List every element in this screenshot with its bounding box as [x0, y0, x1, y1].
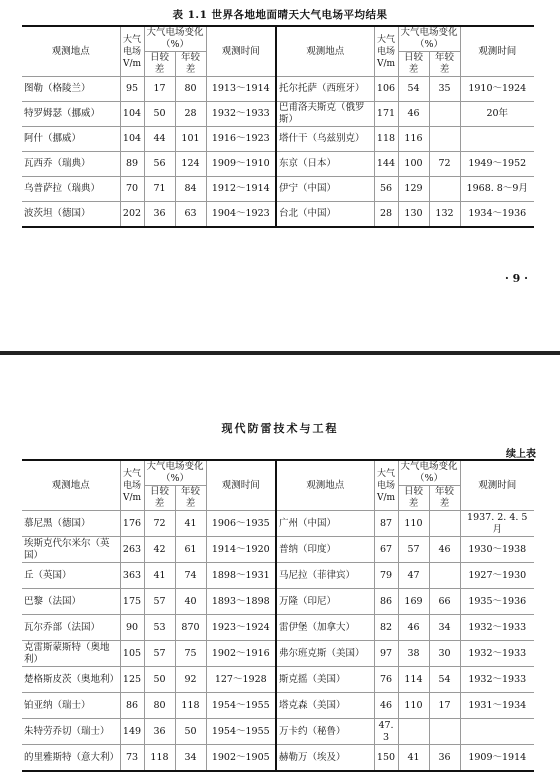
cell-period: 1912～1914 — [206, 177, 276, 202]
cell-daily: 36 — [144, 202, 175, 228]
cell-period: 1932～1933 — [460, 615, 534, 641]
cell-period: 1909～1914 — [460, 745, 534, 772]
cell-daily: 110 — [398, 511, 429, 537]
cell-field: 202 — [120, 202, 144, 228]
cell-field: 67 — [374, 537, 398, 563]
cell-annual: 72 — [429, 152, 460, 177]
cell-daily: 17 — [144, 77, 175, 102]
cell-period: 1909～1910 — [206, 152, 276, 177]
cell-annual — [429, 102, 460, 127]
cell-annual: 34 — [175, 745, 206, 772]
page-separator — [0, 343, 560, 362]
cell-period: 1898～1931 — [206, 563, 276, 589]
cell-site: 特罗姆瑟（挪威） — [22, 102, 120, 127]
cell-daily: 57 — [398, 537, 429, 563]
cell-site: 慕尼黑（德国） — [22, 511, 120, 537]
cell-period: 1914～1920 — [206, 537, 276, 563]
cell-daily: 41 — [398, 745, 429, 772]
cell-daily: 53 — [144, 615, 175, 641]
cell-site: 伊宁（中国） — [276, 177, 374, 202]
cell-site: 克雷斯蒙斯特（奥地利） — [22, 641, 120, 667]
cell-annual: 61 — [175, 537, 206, 563]
cell-period: 1954～1955 — [206, 719, 276, 745]
cell-daily: 114 — [398, 667, 429, 693]
cell-daily: 57 — [144, 641, 175, 667]
cell-annual: 54 — [429, 667, 460, 693]
cell-annual: 30 — [429, 641, 460, 667]
cell-field: 90 — [120, 615, 144, 641]
cell-site: 丘（英国） — [22, 563, 120, 589]
header-period: 观测时间 — [460, 26, 534, 77]
header-field: 大气电场V/m — [374, 26, 398, 77]
table-row — [22, 745, 534, 772]
cell-site: 塔什干（乌兹别克） — [276, 127, 374, 152]
cell-period: 1934～1936 — [460, 202, 534, 228]
cell-site: 东京（日本） — [276, 152, 374, 177]
cell-period: 20年 — [460, 102, 534, 127]
cell-period: 1931～1934 — [460, 693, 534, 719]
cell-site: 斯克摇（美国） — [276, 667, 374, 693]
header-site: 观测地点 — [276, 26, 374, 77]
cell-site: 铂亚纳（瑞士） — [22, 693, 120, 719]
cell-field: 76 — [374, 667, 398, 693]
cell-field: 47. 3 — [374, 719, 398, 745]
table-row — [22, 641, 534, 667]
cell-daily: 46 — [398, 102, 429, 127]
cell-field: 125 — [120, 667, 144, 693]
cell-period: 1954～1955 — [206, 693, 276, 719]
cell-field: 106 — [374, 77, 398, 102]
header-change: 大气电场变化（%） — [144, 460, 206, 486]
cell-site: 雷伊堡（加拿大） — [276, 615, 374, 641]
table-row — [22, 152, 534, 177]
cell-field: 175 — [120, 589, 144, 615]
header-annual: 年较差 — [175, 52, 206, 77]
cell-field: 149 — [120, 719, 144, 745]
cell-daily: 50 — [144, 667, 175, 693]
cell-field: 87 — [374, 511, 398, 537]
cell-period: 1916～1923 — [206, 127, 276, 152]
cell-field: 73 — [120, 745, 144, 772]
cell-site: 台北（中国） — [276, 202, 374, 228]
header-field: 大气电场V/m — [120, 460, 144, 511]
cell-annual — [429, 563, 460, 589]
cell-period: 127～1928 — [206, 667, 276, 693]
table-caption: 表 1.1 世界各地地面晴天大气电场平均结果 — [172, 9, 388, 21]
running-head: 现代防雷技术与工程 — [221, 422, 339, 435]
table-row — [22, 102, 534, 127]
header-annual: 年较差 — [175, 486, 206, 511]
cell-annual: 118 — [175, 693, 206, 719]
table-row — [22, 667, 534, 693]
cell-daily: 36 — [144, 719, 175, 745]
cell-field: 144 — [374, 152, 398, 177]
cell-site: 埃斯克代尔米尔（英国） — [22, 537, 120, 563]
cell-field: 70 — [120, 177, 144, 202]
cell-daily: 130 — [398, 202, 429, 228]
cell-period: 1906～1935 — [206, 511, 276, 537]
table-row — [22, 127, 534, 152]
cell-period: 1902～1905 — [206, 745, 276, 772]
cell-site: 巴黎（法国） — [22, 589, 120, 615]
cell-annual: 40 — [175, 589, 206, 615]
cell-site: 普纳（印度） — [276, 537, 374, 563]
continued-label: 续上表 — [506, 449, 536, 460]
header-period: 观测时间 — [206, 460, 276, 511]
cell-daily: 57 — [144, 589, 175, 615]
cell-annual: 75 — [175, 641, 206, 667]
header-daily: 日较差 — [144, 486, 175, 511]
cell-field: 46 — [374, 693, 398, 719]
cell-field: 28 — [374, 202, 398, 228]
cell-annual — [429, 511, 460, 537]
header-annual: 年较差 — [429, 486, 460, 511]
cell-period: 1910～1924 — [460, 77, 534, 102]
table-row — [22, 537, 534, 563]
cell-period: 1923～1924 — [206, 615, 276, 641]
cell-daily: 42 — [144, 537, 175, 563]
cell-field: 171 — [374, 102, 398, 127]
cell-daily: 38 — [398, 641, 429, 667]
cell-period: 1927～1930 — [460, 563, 534, 589]
cell-field: 86 — [374, 589, 398, 615]
table-row — [22, 589, 534, 615]
cell-field: 79 — [374, 563, 398, 589]
cell-annual: 132 — [429, 202, 460, 228]
page-upper — [0, 0, 560, 343]
header-daily: 日较差 — [398, 52, 429, 77]
cell-site: 万卡约（秘鲁） — [276, 719, 374, 745]
cell-site: 图勒（格陵兰） — [22, 77, 120, 102]
cell-annual: 101 — [175, 127, 206, 152]
data-table-top — [22, 25, 534, 228]
cell-period — [460, 719, 534, 745]
cell-site: 万隆（印尼） — [276, 589, 374, 615]
cell-daily: 100 — [398, 152, 429, 177]
cell-daily: 80 — [144, 693, 175, 719]
cell-period: 1893～1898 — [206, 589, 276, 615]
cell-site: 巴甫洛夫斯克（俄罗斯） — [276, 102, 374, 127]
cell-annual: 92 — [175, 667, 206, 693]
cell-annual: 17 — [429, 693, 460, 719]
cell-field: 104 — [120, 102, 144, 127]
cell-annual — [429, 177, 460, 202]
cell-period: 1930～1938 — [460, 537, 534, 563]
cell-annual: 34 — [429, 615, 460, 641]
cell-annual — [429, 127, 460, 152]
table-row — [22, 615, 534, 641]
header-change: 大气电场变化（%） — [398, 26, 460, 52]
cell-site: 马尼拉（菲律宾） — [276, 563, 374, 589]
header-site: 观测地点 — [22, 460, 120, 511]
cell-field: 97 — [374, 641, 398, 667]
cell-daily: 47 — [398, 563, 429, 589]
cell-period: 1913～1914 — [206, 77, 276, 102]
cell-field: 150 — [374, 745, 398, 772]
cell-field: 176 — [120, 511, 144, 537]
cell-site: 塔克森（美国） — [276, 693, 374, 719]
cell-field: 86 — [120, 693, 144, 719]
cell-annual: 870 — [175, 615, 206, 641]
cell-site: 瓦尔乔部（法国） — [22, 615, 120, 641]
cell-period: 1904～1923 — [206, 202, 276, 228]
cell-site: 赫勒万（埃及） — [276, 745, 374, 772]
cell-field: 89 — [120, 152, 144, 177]
header-change: 大气电场变化（%） — [144, 26, 206, 52]
cell-field: 118 — [374, 127, 398, 152]
page-lower — [0, 362, 560, 776]
cell-field: 56 — [374, 177, 398, 202]
header-annual: 年较差 — [429, 52, 460, 77]
cell-period: 1935～1936 — [460, 589, 534, 615]
cell-daily: 56 — [144, 152, 175, 177]
cell-annual: 74 — [175, 563, 206, 589]
cell-period — [460, 127, 534, 152]
cell-annual: 124 — [175, 152, 206, 177]
header-daily: 日较差 — [398, 486, 429, 511]
cell-field: 263 — [120, 537, 144, 563]
cell-daily: 54 — [398, 77, 429, 102]
cell-period: 1937. 2. 4. 5月 — [460, 511, 534, 537]
cell-site: 朱特劳乔切（瑞士） — [22, 719, 120, 745]
cell-site: 楚格斯皮茨（奥地利） — [22, 667, 120, 693]
cell-annual: 46 — [429, 537, 460, 563]
cell-field: 105 — [120, 641, 144, 667]
header-period: 观测时间 — [206, 26, 276, 77]
cell-annual: 36 — [429, 745, 460, 772]
page-number: · 9 · — [505, 272, 528, 285]
table-row — [22, 177, 534, 202]
cell-field: 82 — [374, 615, 398, 641]
cell-field: 95 — [120, 77, 144, 102]
cell-site: 的里雅斯特（意大利） — [22, 745, 120, 772]
cell-daily: 129 — [398, 177, 429, 202]
cell-period: 1949～1952 — [460, 152, 534, 177]
cell-site: 瓦西乔（瑞典） — [22, 152, 120, 177]
cell-daily: 116 — [398, 127, 429, 152]
cell-daily: 169 — [398, 589, 429, 615]
cell-field: 104 — [120, 127, 144, 152]
cell-site: 托尔托萨（西班牙） — [276, 77, 374, 102]
cell-annual: 35 — [429, 77, 460, 102]
cell-annual: 28 — [175, 102, 206, 127]
cell-daily: 110 — [398, 693, 429, 719]
cell-site: 波茨坦（德国） — [22, 202, 120, 228]
table-row — [22, 202, 534, 228]
cell-annual: 41 — [175, 511, 206, 537]
header-period: 观测时间 — [460, 460, 534, 511]
cell-annual: 84 — [175, 177, 206, 202]
cell-period: 1968. 8～9月 — [460, 177, 534, 202]
table-row — [22, 511, 534, 537]
table-row — [22, 693, 534, 719]
cell-period: 1932～1933 — [206, 102, 276, 127]
cell-annual — [429, 719, 460, 745]
data-table-continued — [22, 459, 534, 772]
table-row — [22, 719, 534, 745]
table-row — [22, 563, 534, 589]
cell-daily: 118 — [144, 745, 175, 772]
cell-daily: 46 — [398, 615, 429, 641]
cell-daily: 41 — [144, 563, 175, 589]
cell-site: 阿什（挪威） — [22, 127, 120, 152]
cell-daily: 71 — [144, 177, 175, 202]
table-body — [22, 511, 534, 772]
header-field: 大气电场V/m — [374, 460, 398, 511]
table-row — [22, 77, 534, 102]
cell-period: 1932～1933 — [460, 667, 534, 693]
header-site: 观测地点 — [276, 460, 374, 511]
cell-annual: 80 — [175, 77, 206, 102]
cell-site: 乌普萨拉（瑞典） — [22, 177, 120, 202]
cell-annual: 63 — [175, 202, 206, 228]
header-daily: 日较差 — [144, 52, 175, 77]
cell-annual: 66 — [429, 589, 460, 615]
cell-field: 363 — [120, 563, 144, 589]
header-site: 观测地点 — [22, 26, 120, 77]
header-field: 大气电场V/m — [120, 26, 144, 77]
cell-daily: 50 — [144, 102, 175, 127]
cell-daily — [398, 719, 429, 745]
cell-period: 1902～1916 — [206, 641, 276, 667]
cell-period: 1932～1933 — [460, 641, 534, 667]
cell-daily: 44 — [144, 127, 175, 152]
cell-site: 弗尔班克斯（美国） — [276, 641, 374, 667]
cell-site: 广州（中国） — [276, 511, 374, 537]
cell-annual: 50 — [175, 719, 206, 745]
cell-daily: 72 — [144, 511, 175, 537]
table-body — [22, 77, 534, 228]
header-change: 大气电场变化（%） — [398, 460, 460, 486]
